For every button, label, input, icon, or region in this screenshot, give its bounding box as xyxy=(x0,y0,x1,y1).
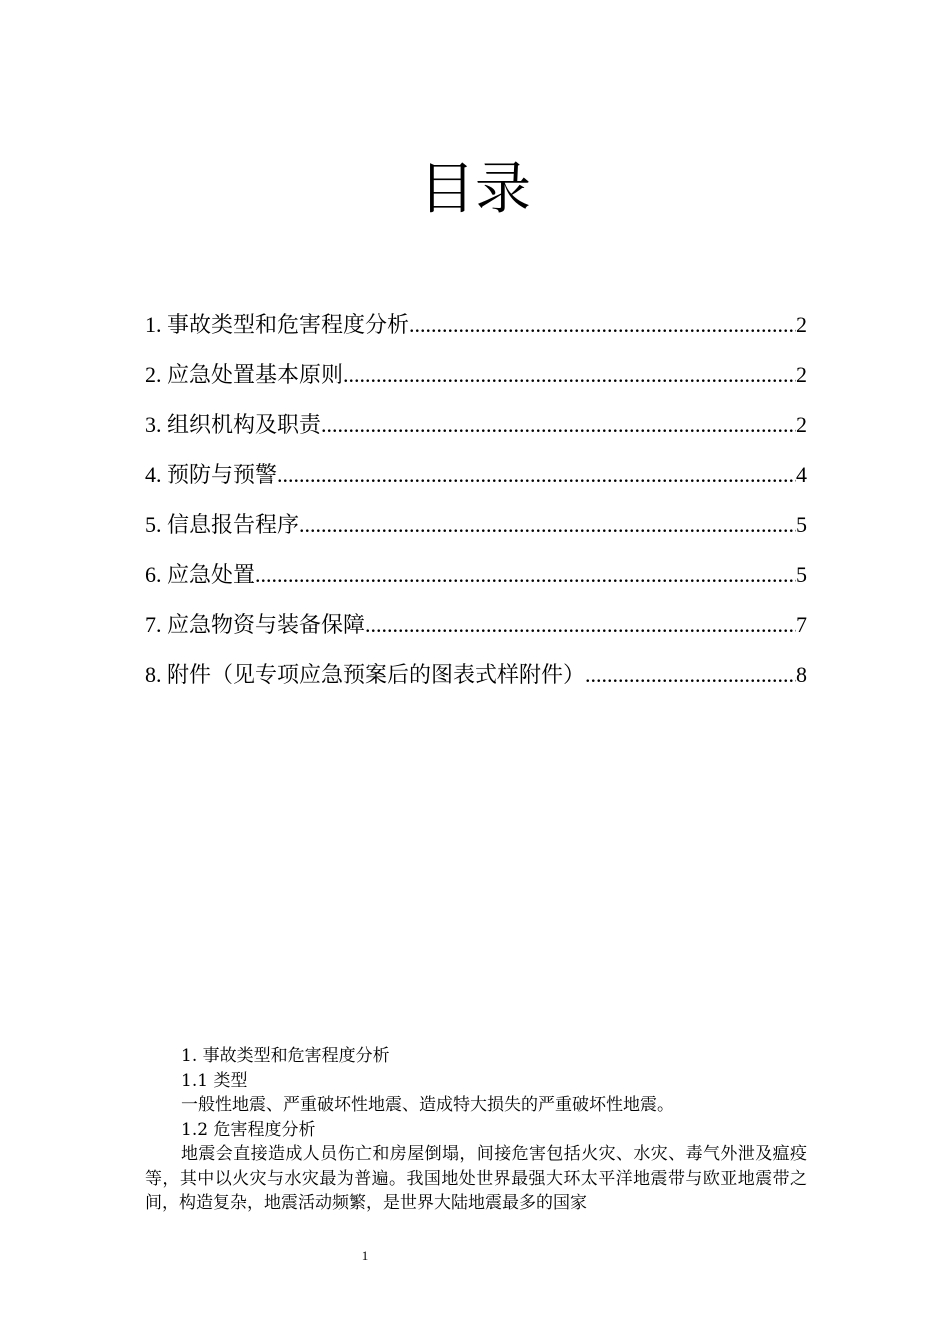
toc-entry[interactable] xyxy=(145,653,807,703)
toc-entry-page: 5 xyxy=(796,512,807,537)
toc-leader-dots xyxy=(409,303,796,347)
toc-leader-dots xyxy=(299,503,796,547)
subsection-heading-type: 1.1 类型 xyxy=(181,1070,248,1091)
page-number: 1 xyxy=(361,1248,369,1263)
section-heading: 1. 事故类型和危害程度分析 xyxy=(181,1046,390,1066)
toc-entry-label: 4. 预防与预警 xyxy=(145,462,278,487)
toc-leader-dots xyxy=(585,653,796,697)
toc-entry[interactable] xyxy=(145,453,807,503)
toc-entry-label: 5. 信息报告程序 xyxy=(145,512,300,537)
toc-list xyxy=(145,303,807,703)
toc-entry-label: 2. 应急处置基本原则 xyxy=(145,362,344,387)
toc-entry[interactable] xyxy=(145,603,807,653)
hazard-paragraph: 地震会直接造成人员伤亡和房屋倒塌，间接危害包括火灾、水灾、毒气外泄及瘟疫等，其中以火灾与水灾最为普遍。我国地处世界最强大环太平洋地震带与欧亚地震带之间，构造复杂，地震活动频繁，是世界大陆地震最多的国家 xyxy=(145,1144,807,1213)
toc-entry-label: 8. 附件（见专项应急预案后的图表式样附件） xyxy=(145,662,586,687)
toc-leader-dots xyxy=(277,453,796,497)
toc-leader-dots xyxy=(321,403,796,447)
toc-entry-page: 7 xyxy=(796,612,807,637)
toc-leader-dots xyxy=(365,603,796,647)
toc-entry-page: 4 xyxy=(796,462,807,487)
toc-entry-label: 6. 应急处置 xyxy=(145,562,256,587)
toc-leader-dots xyxy=(343,353,796,397)
type-paragraph: 一般性地震、严重破坏性地震、造成特大损失的严重破坏性地震。 xyxy=(181,1095,674,1115)
toc-entry[interactable] xyxy=(145,353,807,403)
body-section xyxy=(145,1044,807,1216)
toc-entry-label: 1. 事故类型和危害程度分析 xyxy=(145,312,410,337)
toc-entry-label: 3. 组织机构及职责 xyxy=(145,412,322,437)
toc-entry-page: 2 xyxy=(796,312,807,337)
toc-entry-page: 8 xyxy=(796,662,807,687)
subsection-heading-hazard: 1.2 危害程度分析 xyxy=(181,1119,316,1140)
toc-entry-label: 7. 应急物资与装备保障 xyxy=(145,612,366,637)
toc-entry-page: 5 xyxy=(796,562,807,587)
toc-entry[interactable] xyxy=(145,503,807,553)
toc-leader-dots xyxy=(255,553,796,597)
toc-entry[interactable] xyxy=(145,303,807,353)
toc-entry-page: 2 xyxy=(796,362,807,387)
toc-title: 目录 xyxy=(419,157,531,222)
toc-entry[interactable] xyxy=(145,403,807,453)
toc-entry-page: 2 xyxy=(796,412,807,437)
toc-entry[interactable] xyxy=(145,553,807,603)
